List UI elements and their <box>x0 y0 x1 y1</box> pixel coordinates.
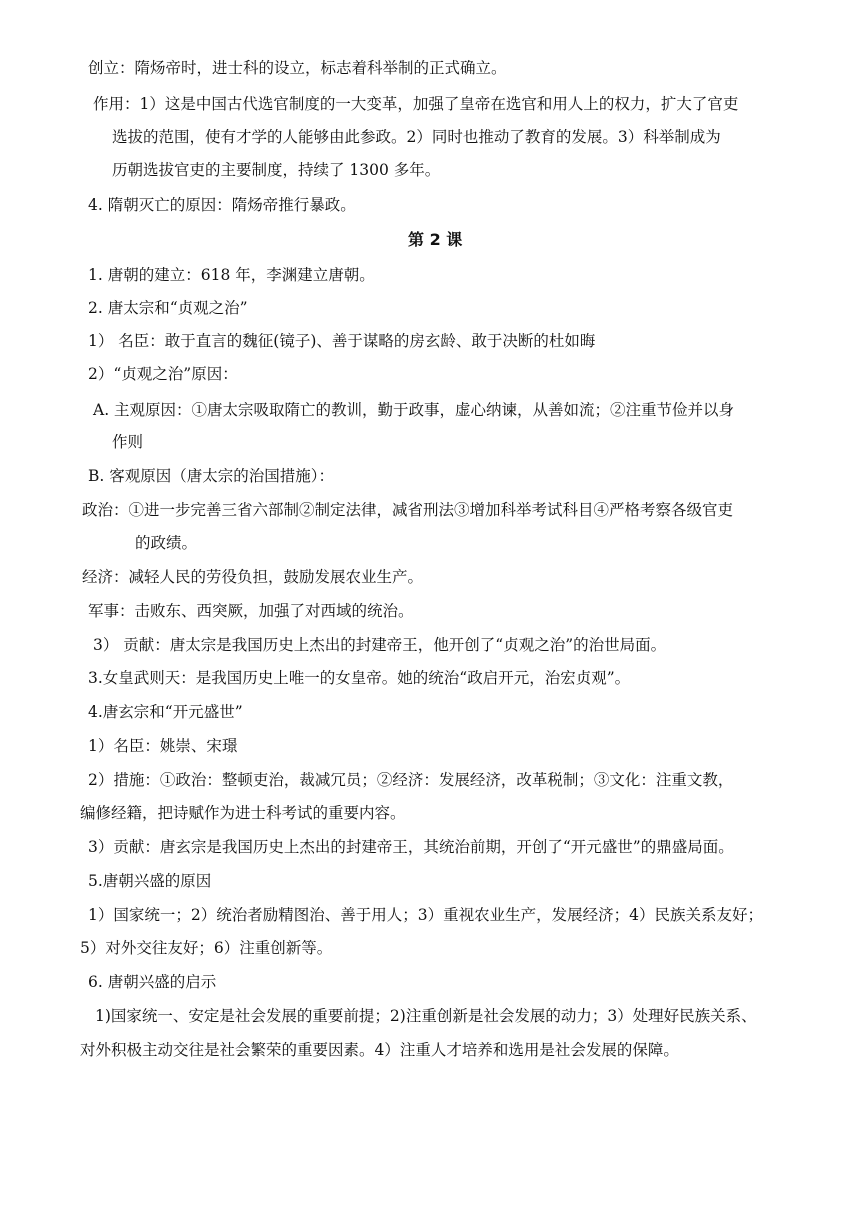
text-line-politics-1: 政治：①进一步完善三省六部制②制定法律，减省刑法③增加科举考试科目④严格考察各级官吏 <box>82 501 734 519</box>
text-line-lessons-heading: 6. 唐朝兴盛的启示 <box>88 973 217 991</box>
text-line-sui-fall: 4. 隋朝灭亡的原因：隋炀帝推行暴政。 <box>88 196 356 214</box>
text-line-subjective-1: A. 主观原因：①唐太宗吸取隋亡的教训，勤于政事，虚心纳谏，从善如流；②注重节俭并以身 <box>93 401 735 419</box>
text-line-measures-1: 2）措施：①政治：整顿吏治，裁减冗员；②经济：发展经济，改革税制；③文化：注重文教， <box>88 771 734 789</box>
text-line-xuanzong-contribution: 3）贡献：唐玄宗是我国历史上杰出的封建帝王，其统治前期，开创了“开元盛世”的鼎盛局面。 <box>88 838 734 856</box>
text-line-effect-2: 选拔的范围，使有才学的人能够由此参政。2）同时也推动了教育的发展。3）科举制成为 <box>112 128 721 146</box>
text-line-objective: B. 客观原因（唐太宗的治国措施）： <box>88 467 334 485</box>
text-line-subjective-2: 作则 <box>112 433 144 451</box>
text-line-zhenguan-heading: 2. 唐太宗和“贞观之治” <box>88 299 248 317</box>
text-line-tang-founding: 1. 唐朝的建立：618 年，李渊建立唐朝。 <box>88 266 375 284</box>
lesson-title: 第 2 课 <box>408 230 463 249</box>
text-line-effect-1: 作用：1）这是中国古代选官制度的一大变革，加强了皇帝在选官和用人上的权力，扩大了官吏 <box>93 95 739 113</box>
text-line-prosperity-reasons: 5.唐朝兴盛的原因 <box>88 872 212 890</box>
text-line-ministers: 1） 名臣：敢于直言的魏征(镜子)、善于谋略的房玄龄、敢于决断的杜如晦 <box>88 332 596 350</box>
text-line-kaiyuan-ministers: 1）名臣：姚崇、宋璟 <box>88 737 238 755</box>
text-line-measures-2: 编修经籍，把诗赋作为进士科考试的重要内容。 <box>80 804 406 822</box>
text-line-lessons-2: 对外积极主动交往是社会繁荣的重要因素。4）注重人才培养和选用是社会发展的保障。 <box>80 1041 679 1059</box>
text-line-wu-zetian: 3.女皇武则天：是我国历史上唯一的女皇帝。她的统治“政启开元，治宏贞观”。 <box>88 669 631 687</box>
text-line-politics-2: 的政绩。 <box>135 534 198 552</box>
text-line-economy: 经济：减轻人民的劳役负担，鼓励发展农业生产。 <box>82 568 424 586</box>
text-line-taizong-contribution: 3） 贡献：唐太宗是我国历史上杰出的封建帝王，他开创了“贞观之治”的治世局面。 <box>93 636 667 654</box>
text-line-lessons-1: 1)国家统一、安定是社会发展的重要前提；2)注重创新是社会发展的动力；3）处理好民族关系、 <box>95 1007 757 1025</box>
text-line-reasons-1: 1）国家统一；2）统治者励精图治、善于用人；3）重视农业生产，发展经济；4）民族关系友好； <box>88 906 763 924</box>
text-line-effect-3: 历朝选拔官吏的主要制度，持续了 1300 多年。 <box>112 161 441 179</box>
text-line-military: 军事：击败东、西突厥，加强了对西域的统治。 <box>88 602 414 620</box>
text-line-reasons-2: 5）对外交往友好；6）注重创新等。 <box>80 939 333 957</box>
text-line-zhenguan-reasons: 2）“贞观之治”原因： <box>88 365 238 383</box>
text-line-kaiyuan-heading: 4.唐玄宗和“开元盛世” <box>88 703 243 721</box>
text-line-founding: 创立：隋炀帝时，进士科的设立，标志着科举制的正式确立。 <box>88 59 507 77</box>
